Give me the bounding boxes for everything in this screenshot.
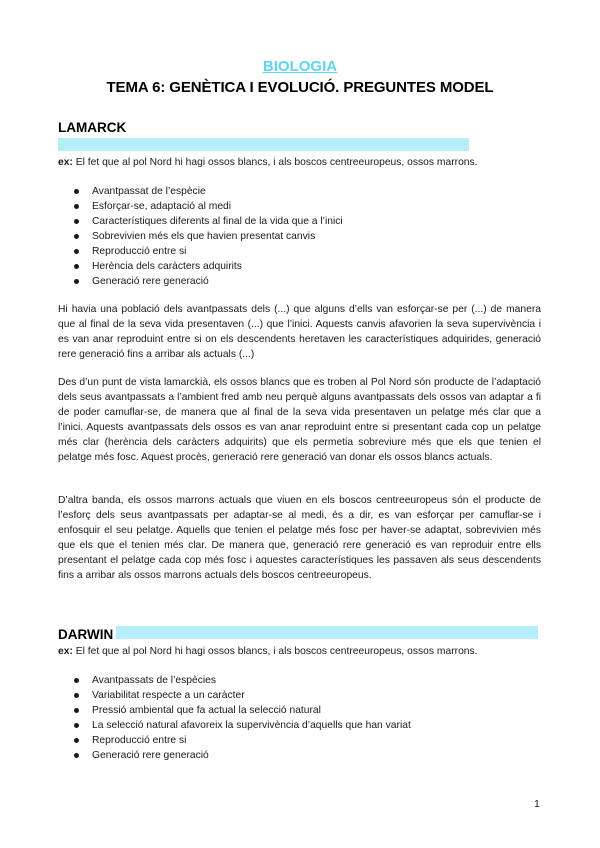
list-item: Reproducció entre si [72, 733, 411, 748]
list-item: Herència dels caràcters adquirits [72, 259, 343, 274]
lamarck-highlight-bar [58, 138, 469, 151]
darwin-example [58, 646, 478, 657]
lamarck-paragraph-3: D’altra banda, els ossos marrons actuals que viuen en els boscos centreeuropeus són el producte de l’esforç dels seus avantpassats per adaptar-se al medi, és a dir, es van esforçar per camuflar-se i enfosquir el seu pelatge. Aquells que tenien el pelatge més fosc per haver-se adaptat, sobrevivien més que els que el tenien més clar. De manera que, generació rere generació es van reproduir entre ells presentant el pelatge cada cop més fosc i aquestes característiques les passaven als seus descendents fins a arribar als ossos marrons actuals dels boscos centreeuropeus. [58, 495, 541, 581]
list-item: La selecció natural afavoreix la supervivència d’aquells que han variat [72, 718, 411, 733]
lamarck-example [58, 157, 478, 168]
subject-title: BIOLOGIA [262, 58, 338, 75]
list-item: Avantpassat de l’espècie [72, 184, 343, 199]
list-item: Sobrevivien més els que havien presentat canvis [72, 229, 343, 244]
list-item: Reproducció entre si [72, 244, 343, 259]
lamarck-paragraph-1: Hi havia una població dels avantpassats dels (...) que alguns d’ells van esforçar-se per (...) de manera que al final de la seva vida presentaven (...) que l’inici. Aquests canvis afavorien la seva supervivència i es van anar reproduint entre si on els descendents heretaven les característiques adquirides, generació rere generació fins a arribar als actuals (...) [58, 304, 541, 360]
list-item: Avantpassats de l’espècies [72, 673, 411, 688]
darwin-example-text: El fet que al pol Nord hi hagi ossos blancs, i als boscos centreeuropeus, ossos marrons. [72, 646, 478, 657]
list-item: Pressió ambiental que fa actual la selecció natural [72, 703, 411, 718]
lamarck-paragraph-2: Des d’un punt de vista lamarckià, els ossos blancs que es troben al Pol Nord són producte de l’adaptació dels seus avantpassats a l’ambient fred amb neu perquè alguns avantpassats dels ossos van adaptar a fi de poder camuflar-se, de manera que al final de la seva vida presentaven un pelatge més clar que a l’inici. Aquests avantpassats dels ossos es van anar reproduint entre si presentant cada cop un pelatge més clar (herència dels caràcters adquirits) que els permetia sobreviure més que els que tenien el pelatge més fosc. Aquest procès, generació rere generació van donar els ossos blancs actuals. [58, 377, 541, 463]
darwin-highlight-bar [116, 626, 538, 639]
lamarck-bullet-list [72, 184, 343, 289]
page-title: TEMA 6: GENÈTICA I EVOLUCIÓ. PREGUNTES MODEL [106, 79, 494, 96]
lamarck-example-label: ex: [58, 157, 73, 168]
list-item: Generació rere generació [72, 274, 343, 289]
list-item: Esforçar-se, adaptació al medi [72, 199, 343, 214]
lamarck-example-text: El fet que al pol Nord hi hagi ossos blancs, i als boscos centreeuropeus, ossos marrons. [72, 157, 478, 168]
page-number: 1 [534, 798, 540, 810]
darwin-example-label: ex: [58, 646, 73, 657]
darwin-heading: DARWIN [58, 627, 114, 642]
list-item: Variabilitat respecte a un caràcter [72, 688, 411, 703]
list-item: Característiques diferents al final de la vida que a l’inici [72, 214, 343, 229]
lamarck-heading: LAMARCK [58, 120, 127, 135]
list-item: Generació rere generació [72, 748, 411, 763]
darwin-bullet-list [72, 673, 411, 763]
